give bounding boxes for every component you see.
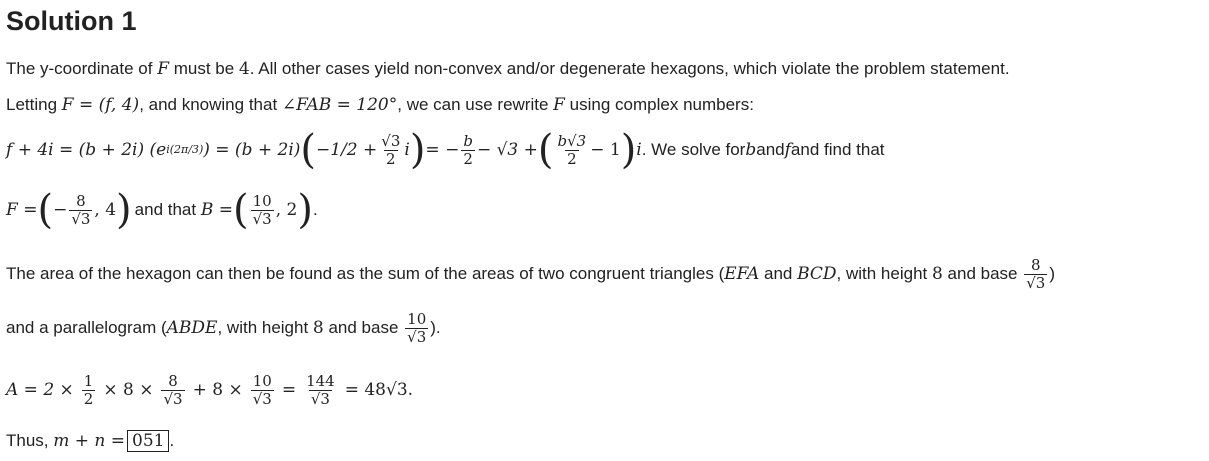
eq2-neg: − — [53, 200, 68, 220]
text: . All other cases yield non-convex and/or degenerate hexagons, which violate the problem statement. — [249, 59, 1010, 78]
text: , with height — [217, 318, 313, 337]
math-8: 8 — [931, 264, 943, 284]
numerator: 10 — [407, 309, 427, 328]
numerator: 8 — [168, 371, 178, 390]
period: . — [169, 431, 175, 450]
math-F-def: F = (f, 4) — [61, 95, 140, 115]
right-paren: ) — [297, 187, 313, 233]
text: Letting — [6, 95, 62, 114]
text: and base — [323, 318, 404, 337]
math-m-plus-n: m + n = — [53, 431, 126, 451]
left-paren: ( — [232, 187, 249, 233]
period: . — [312, 200, 318, 219]
text: and — [756, 140, 785, 159]
left-paren: ( — [300, 127, 316, 173]
paragraph-final-answer — [6, 430, 174, 452]
paragraph-letting-F — [6, 95, 754, 115]
text: and that — [134, 200, 197, 219]
equation-complex-rotation — [6, 122, 885, 178]
text: The y-coordinate of — [6, 59, 158, 78]
numerator: 10 — [252, 371, 272, 390]
fraction-8-over-sqrt3 — [161, 373, 184, 408]
denominator: √3 — [252, 389, 272, 408]
text: using complex numbers: — [564, 95, 754, 114]
text: ). — [430, 318, 441, 337]
eq1-eqs: = − — [425, 140, 460, 160]
denominator: 2 — [567, 149, 577, 168]
denominator: √3 — [310, 389, 330, 408]
fraction-10-over-sqrt3 — [251, 373, 274, 408]
numerator: 10 — [252, 191, 272, 210]
numerator: 144 — [306, 371, 335, 390]
eq1-lhs: f + 4i = (b + 2i) (e — [6, 140, 167, 160]
right-paren: ) — [409, 127, 426, 173]
math-angle: ∠FAB = 120° — [281, 95, 398, 115]
math-f: f — [784, 140, 791, 160]
eq1-mid: ) = (b + 2i) — [203, 140, 301, 160]
text: and find that — [790, 140, 885, 159]
denominator: 2 — [386, 149, 396, 168]
text: and — [759, 264, 798, 283]
eq3-t2: + 8 × — [192, 380, 243, 400]
eq2-b-y: , 2 — [275, 200, 298, 220]
equation-F-and-B — [6, 182, 318, 238]
fraction-sqrt3-over-2 — [379, 133, 402, 168]
text: ) — [1049, 264, 1055, 283]
eq1-inner-b: i — [404, 140, 410, 160]
denominator: √3 — [163, 389, 183, 408]
math-8: 8 — [312, 318, 324, 338]
eq2-F: F = — [6, 200, 38, 220]
eq3-t4: = 48√3. — [344, 380, 414, 400]
eq1-exponent: i(2π/3) — [166, 143, 204, 156]
paragraph-parallelogram — [6, 300, 441, 356]
numerator: b√3 — [557, 131, 587, 150]
denominator: √3 — [1026, 273, 1046, 292]
math-F: F — [553, 95, 565, 115]
fraction-b-over-2 — [461, 133, 475, 168]
text: , we can use rewrite — [397, 95, 554, 114]
eq3-t1: × 8 × — [103, 380, 154, 400]
boxed-answer: 051 — [127, 430, 169, 452]
fraction-b-sqrt3-over-2 — [556, 133, 589, 168]
fraction-1-over-2 — [82, 373, 96, 408]
math-F: F — [157, 59, 169, 79]
eq3-lhs: A = 2 × — [6, 380, 74, 400]
eq1-i: i — [636, 140, 642, 160]
eq1-mid2: − √3 + — [476, 140, 538, 160]
denominator: √3 — [71, 209, 91, 228]
text: , and knowing that — [139, 95, 282, 114]
eq3-t3: = — [281, 380, 297, 400]
eq2-f-y: , 4 — [94, 200, 117, 220]
fraction-10-over-sqrt3 — [251, 193, 274, 228]
math-ABDE: ABDE — [166, 318, 218, 338]
numerator: √3 — [381, 131, 401, 150]
fraction-8-over-sqrt3 — [69, 193, 92, 228]
text: The area of the hexagon can then be found as the sum of the areas of two congruent triangles ( — [6, 264, 725, 283]
numerator: 8 — [76, 191, 86, 210]
denominator: 2 — [463, 149, 473, 168]
fraction-8-over-sqrt3 — [1024, 257, 1047, 292]
text: , with height — [836, 264, 932, 283]
denominator: √3 — [407, 327, 427, 346]
text: and a parallelogram ( — [6, 318, 167, 337]
denominator: 2 — [83, 389, 94, 408]
right-paren: ) — [116, 187, 132, 233]
eq1-inner-a: −1/2 + — [316, 140, 378, 160]
denominator: √3 — [252, 209, 272, 228]
fraction-10-over-sqrt3 — [405, 311, 428, 346]
paragraph-y-coordinate — [6, 59, 1010, 79]
numerator: 8 — [1031, 255, 1041, 274]
fraction-144-over-sqrt3 — [304, 373, 337, 408]
left-paren: ( — [37, 187, 54, 233]
eq2-B: B = — [200, 200, 233, 220]
left-paren: ( — [537, 127, 554, 173]
text: must be — [169, 59, 239, 78]
math-b: b — [745, 140, 757, 160]
text: and base — [942, 264, 1023, 283]
text: . We solve for — [641, 140, 746, 159]
math-BCD: BCD — [797, 264, 837, 284]
paragraph-area-triangles — [6, 246, 1055, 302]
equation-area — [6, 360, 413, 420]
math-EFA: EFA — [724, 264, 760, 284]
numerator: b — [463, 131, 473, 150]
numerator: 1 — [83, 371, 94, 390]
right-paren: ) — [620, 127, 637, 173]
math-4: 4 — [238, 59, 250, 79]
eq1-minus1: − 1 — [590, 140, 621, 160]
solution-heading: Solution 1 — [6, 6, 137, 36]
text: Thus, — [6, 431, 54, 450]
